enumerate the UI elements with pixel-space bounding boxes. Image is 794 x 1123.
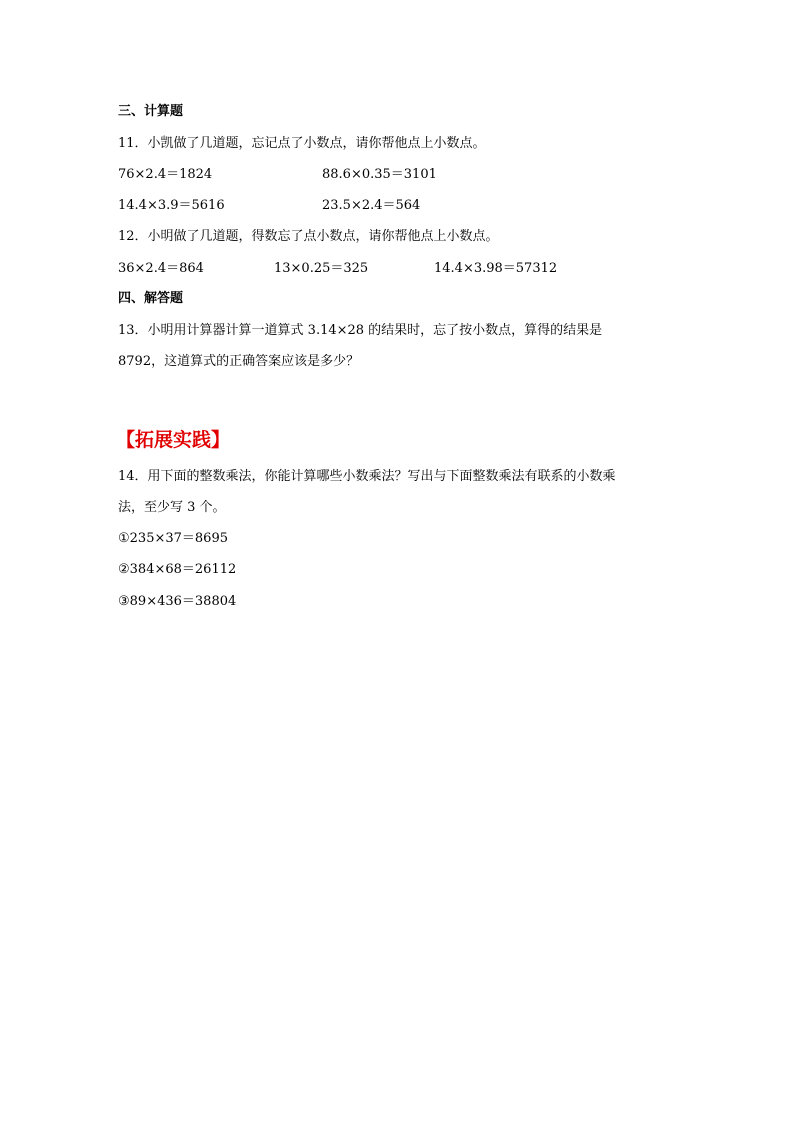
extension-practice-title: 【拓展实践】 <box>116 429 231 451</box>
question-13-line-1: 13．小明用计算器计算一道算式 3.14×28 的结果时，忘了按小数点，算得的结果是 <box>118 323 603 338</box>
question-14-line-1: 14．用下面的整数乘法，你能计算哪些小数乘法？写出与下面整数乘法有联系的小数乘 <box>118 469 616 484</box>
equation-12-1: 36×2.4＝864 <box>118 261 204 276</box>
equation-11-3: 14.4×3.9＝5616 <box>118 198 225 213</box>
equation-12-2: 13×0.25＝325 <box>274 261 369 276</box>
question-14-item-1: ①235×37＝8695 <box>118 531 228 546</box>
equation-11-4: 23.5×2.4＝564 <box>322 198 421 213</box>
question-14-line-2: 法，至少写 3 个。 <box>118 500 226 515</box>
equation-11-1: 76×2.4＝1824 <box>118 167 213 182</box>
question-11-text: 11．小凯做了几道题，忘记点了小数点，请你帮他点上小数点。 <box>118 136 486 151</box>
equation-11-2: 88.6×0.35＝3101 <box>322 167 437 182</box>
equation-12-3: 14.4×3.98＝57312 <box>434 261 558 276</box>
section-heading-calculation: 三、计算题 <box>118 104 184 119</box>
question-14-item-2: ②384×68＝26112 <box>118 562 237 577</box>
question-13-line-2: 8792，这道算式的正确答案应该是多少？ <box>118 354 360 369</box>
question-14-item-3: ③89×436＝38804 <box>118 594 237 609</box>
question-12-text: 12．小明做了几道题，得数忘了点小数点，请你帮他点上小数点。 <box>118 229 499 244</box>
section-heading-solving: 四、解答题 <box>118 291 184 306</box>
